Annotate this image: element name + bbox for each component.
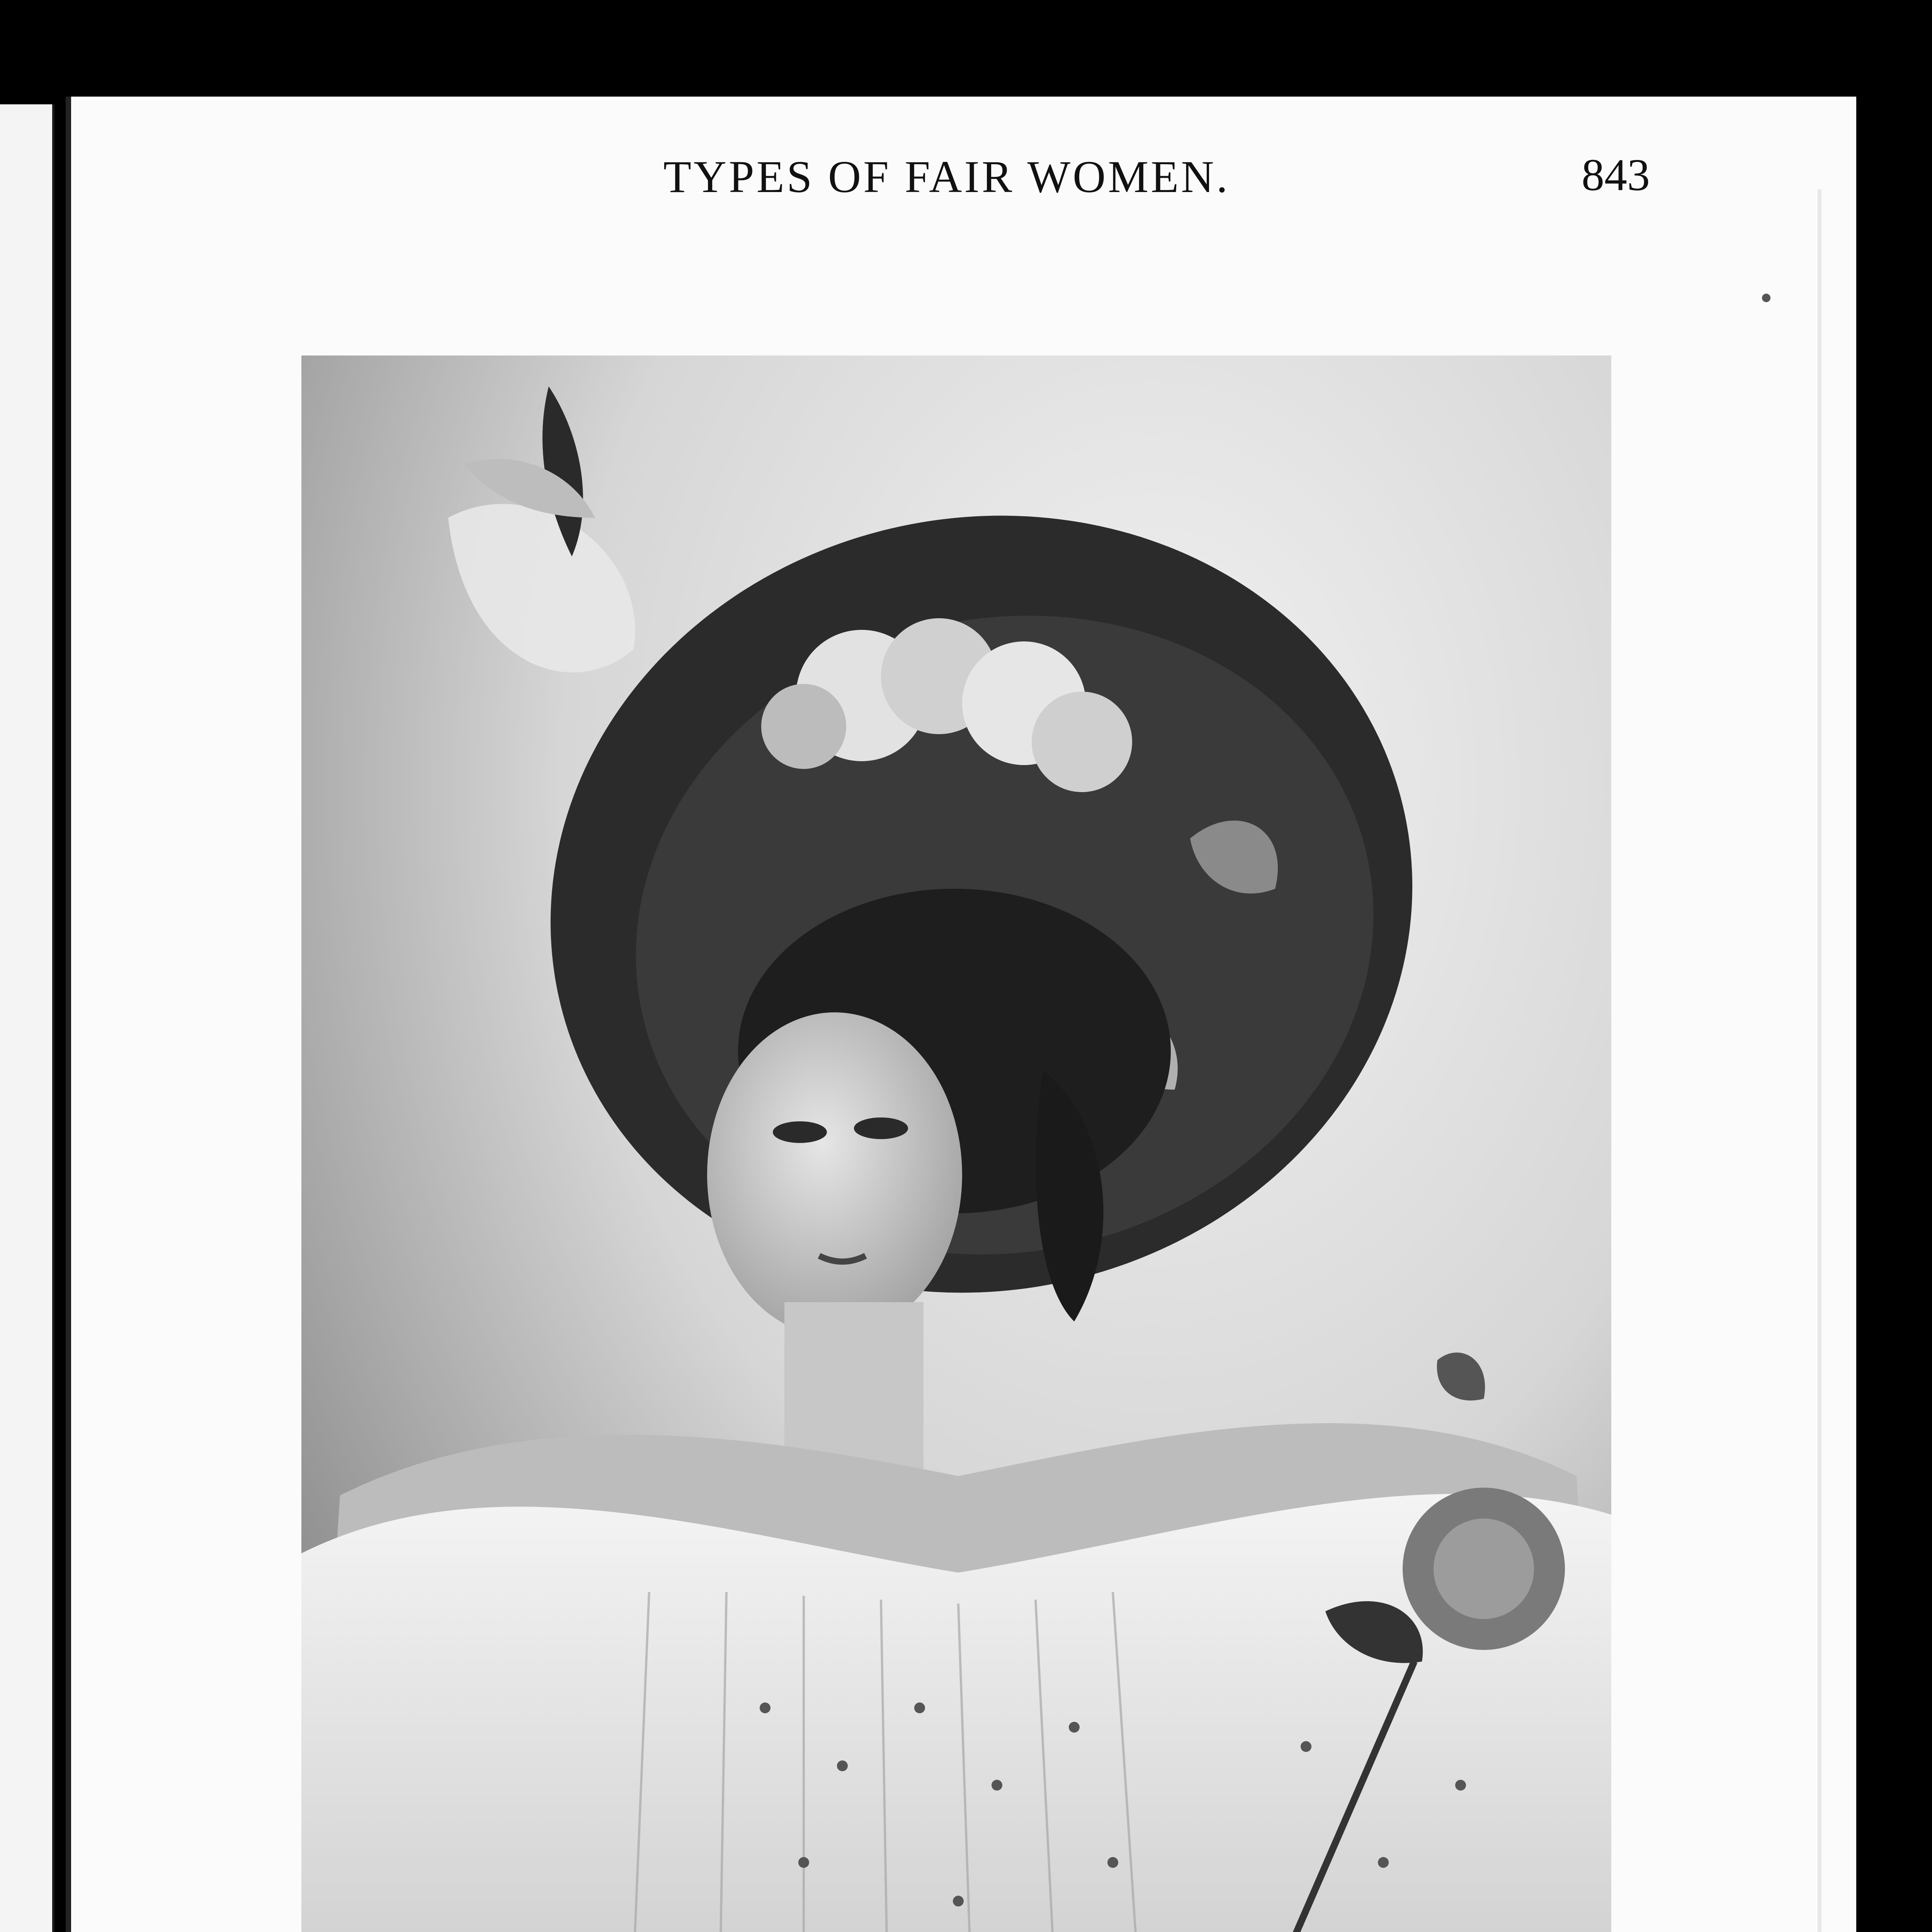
running-head: TYPES OF FAIR WOMEN. <box>663 151 1230 202</box>
page-number: 843 <box>1582 150 1650 200</box>
portrait-illustration <box>301 355 1611 1932</box>
page-edge <box>1818 189 1856 1932</box>
portrait-photograph <box>301 355 1611 1932</box>
facing-page-edge <box>0 104 54 1932</box>
ink-speck <box>1762 294 1770 302</box>
